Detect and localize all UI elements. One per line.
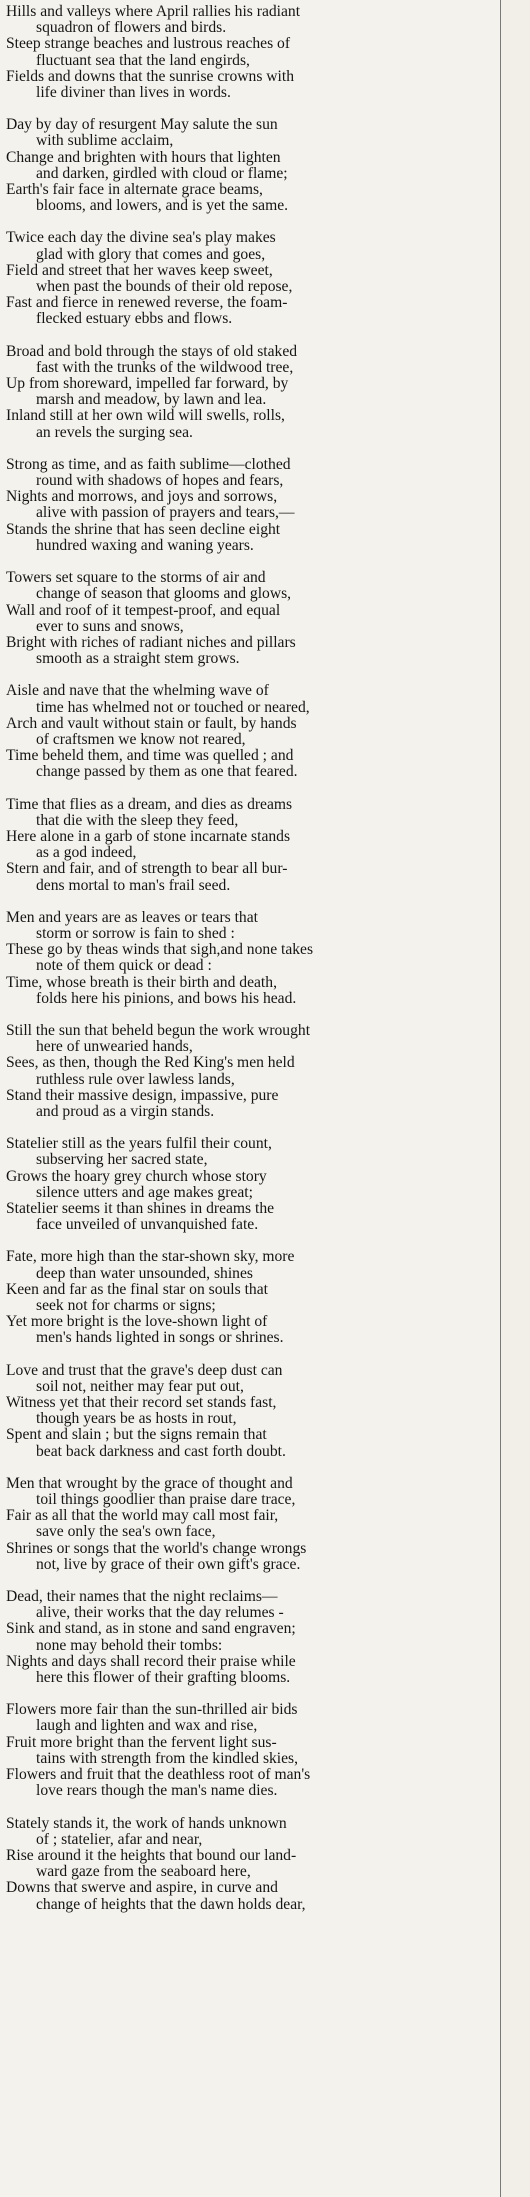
poem-line: Day by day of resurgent May salute the sun	[6, 117, 278, 134]
poem-line: subserving her sacred state,	[36, 1152, 208, 1169]
poem-line: Fruit more bright than the fervent light sus-	[6, 1734, 277, 1751]
stanza	[6, 797, 497, 894]
poem-line: not, live by grace of their own gift's grace.	[36, 1556, 301, 1573]
poem-line: glad with glory that comes and goes,	[36, 246, 266, 263]
poem-line: Inland still at her own wild will swells, rolls,	[6, 408, 285, 425]
poem-line: change of season that glooms and glows,	[36, 586, 292, 603]
poem-line: life diviner than lives in words.	[36, 85, 231, 102]
poem-line: Fields and downs that the sunrise crowns with	[6, 68, 295, 85]
poem-line: alive with passion of prayers and tears,—	[36, 505, 295, 522]
poem-line: Stately stands it, the work of hands unknown	[6, 1815, 287, 1832]
poem-line: Rise around it the heights that bound our land-	[6, 1847, 297, 1864]
poem-line: Here alone in a garb of stone incarnate stands	[6, 828, 291, 845]
stanza	[6, 1136, 497, 1233]
poem-line: Twice each day the divine sea's play makes	[6, 230, 276, 247]
poem-line: of craftsmen we know not reared,	[36, 731, 246, 748]
poem-line: when past the bounds of their old repose,	[36, 279, 293, 296]
stanza	[6, 117, 497, 214]
stanza	[6, 683, 497, 780]
stanza	[6, 910, 497, 1007]
poem-line: alive, their works that the day relumes -	[36, 1605, 284, 1622]
poem-line: Broad and bold through the stays of old staked	[6, 343, 298, 360]
poem-line: tains with strength from the kindled skies,	[36, 1750, 299, 1767]
poem-line: Up from shoreward, impelled far forward, by	[6, 376, 289, 393]
poem-line: Time beheld them, and time was quelled ; and	[6, 748, 294, 765]
poem-line: fast with the trunks of the wildwood tree,	[36, 359, 294, 376]
poem-line: Fate, more high than the star-shown sky, more	[6, 1249, 295, 1266]
poem-line: Arch and vault without stain or fault, by hands	[6, 715, 297, 732]
poem-line: Still the sun that beheld begun the work wrought	[6, 1022, 311, 1039]
poem-line: ever to suns and snows,	[36, 618, 184, 635]
stanza	[6, 230, 497, 327]
poem-line: ruthless rule over lawless lands,	[36, 1071, 235, 1088]
poem-line: seek not for charms or signs;	[36, 1298, 216, 1315]
poem-line: change passed by them as one that feared.	[36, 764, 298, 781]
poem-line: Strong as time, and as faith sublime—clothed	[6, 456, 291, 473]
poem-line: though years be as hosts in rout,	[36, 1411, 237, 1428]
poem-line: Hills and valleys where April rallies his radiant	[6, 4, 301, 20]
poem-line: Flowers and fruit that the deathless root of man's	[6, 1767, 311, 1784]
adjacent-column-edge	[501, 0, 530, 2197]
stanza	[6, 344, 497, 441]
poem-line: ward gaze from the seaboard here,	[36, 1864, 251, 1881]
poem-line: Men and years are as leaves or tears that	[6, 909, 258, 926]
poem-line: soil not, neither may fear put out,	[36, 1378, 244, 1395]
poem-line: dens mortal to man's frail seed.	[36, 877, 231, 894]
poem-line: time has whelmed not or touched or neared,	[36, 699, 310, 716]
poem-line: Witness yet that their record set stands fast,	[6, 1395, 277, 1412]
stanza	[6, 457, 497, 554]
poem-line: Spent and slain ; but the signs remain that	[6, 1427, 267, 1444]
poem-line: toil things goodlier than praise dare trace,	[36, 1492, 296, 1509]
poem-line: as a god indeed,	[36, 845, 137, 862]
stanza	[6, 1816, 497, 1913]
poem-line: deep than water unsounded, shines	[36, 1265, 253, 1282]
stanza	[6, 1023, 497, 1120]
poem-line: Stand their massive design, impassive, pure	[6, 1087, 279, 1104]
stanza	[6, 570, 497, 667]
poem-line: men's hands lighted in songs or shrines.	[36, 1330, 284, 1347]
poem-line: Time, whose breath is their birth and death,	[6, 974, 277, 991]
poem-line: Downs that swerve and aspire, in curve and	[6, 1880, 278, 1897]
poem-line: Time that flies as a dream, and dies as dreams	[6, 796, 293, 813]
poem-line: Aisle and nave that the whelming wave of	[6, 683, 269, 700]
poem-line: storm or sorrow is fain to shed :	[36, 925, 235, 942]
stanza	[6, 1249, 497, 1346]
poem-line: These go by theas winds that sigh,and none takes	[6, 942, 314, 959]
poem-line: folds here his pinions, and bows his head.	[36, 990, 297, 1007]
poem-line: Dead, their names that the night reclaims—	[6, 1589, 278, 1606]
poem-line: Yet more bright is the love-shown light of	[6, 1314, 268, 1331]
poem-line: Sees, as then, though the Red King's men held	[6, 1055, 295, 1072]
poem-line: squadron of flowers and birds.	[36, 20, 227, 37]
poem-line: here of unwearied hands,	[36, 1039, 193, 1056]
poem-line: beat back darkness and cast forth doubt.	[36, 1443, 286, 1460]
poem-line: Keen and far as the final star on souls that	[6, 1281, 268, 1298]
poem-line: silence utters and age makes great;	[36, 1184, 253, 1201]
poem-line: Earth's fair face in alternate grace beams,	[6, 182, 263, 199]
poem-line: Wall and roof of it tempest-proof, and equal	[6, 602, 281, 619]
poem-line: flecked estuary ebbs and flows.	[36, 311, 233, 328]
poem-line: face unveiled of unvanquished fate.	[36, 1217, 259, 1234]
poem-line: an revels the surging sea.	[36, 424, 193, 441]
poem-line: Change and brighten with hours that lighten	[6, 149, 281, 166]
stanza	[6, 1363, 497, 1460]
poem-line: that die with the sleep they feed,	[36, 812, 239, 829]
poem-line: and darken, girdled with cloud or flame;	[36, 165, 288, 182]
poem-line: Grows the hoary grey church whose story	[6, 1168, 267, 1185]
poem-line: blooms, and lowers, and is yet the same.	[36, 198, 289, 215]
poem-line: Nights and days shall record their praise while	[6, 1653, 296, 1670]
poem-line: Nights and morrows, and joys and sorrows,	[6, 489, 278, 506]
poem-line: Steep strange beaches and lustrous reaches of	[6, 36, 291, 53]
poem-line: fluctuant sea that the land engirds,	[36, 52, 250, 69]
poem-line: Love and trust that the grave's deep dust can	[6, 1362, 283, 1379]
poem-line: hundred waxing and waning years.	[36, 537, 254, 554]
poem-line: Fast and fierce in renewed reverse, the foam-	[6, 295, 288, 312]
poem-line: Shrines or songs that the world's change wrongs	[6, 1540, 307, 1557]
poem-line: smooth as a straight stem grows.	[36, 651, 240, 668]
poem-line: laugh and lighten and wax and rise,	[36, 1718, 258, 1735]
poem-line: Flowers more fair than the sun-thrilled air bids	[6, 1702, 298, 1719]
poem-line: Towers set square to the storms of air and	[6, 570, 266, 587]
poem-line: love rears though the man's name dies.	[36, 1783, 278, 1800]
poem-line: marsh and meadow, by lawn and lea.	[36, 392, 267, 409]
poem-line: of ; statelier, afar and near,	[36, 1831, 203, 1848]
poem-line: Statelier still as the years fulfil their count,	[6, 1136, 272, 1153]
poem-line: change of heights that the dawn holds dear,	[36, 1896, 306, 1913]
poem-line: Men that wrought by the grace of thought and	[6, 1475, 293, 1492]
poem-line: here this flower of their grafting blooms.	[36, 1670, 291, 1687]
poem-line: Sink and stand, as in stone and sand engraven;	[6, 1621, 296, 1638]
poem-line: round with shadows of hopes and fears,	[36, 473, 284, 490]
poem-line: Stern and fair, and of strength to bear all bur-	[6, 861, 288, 878]
poem-line: Fair as all that the world may call most fair,	[6, 1508, 279, 1525]
poem-line: note of them quick or dead :	[36, 958, 212, 975]
stanza	[6, 4, 497, 101]
poem-line: with sublime acclaim,	[36, 133, 174, 150]
poem-line: and proud as a virgin stands.	[36, 1103, 215, 1120]
poem-line: Field and street that her waves keep sweet,	[6, 262, 273, 279]
stanza	[6, 1589, 497, 1686]
stanza	[6, 1702, 497, 1799]
poem-line: Stands the shrine that has seen decline eight	[6, 521, 281, 538]
stanza	[6, 1476, 497, 1573]
poem-line: Statelier seems it than shines in dreams the	[6, 1201, 275, 1217]
poem-line: none may behold their tombs:	[36, 1637, 223, 1654]
poem-line: Bright with riches of radiant niches and pillars	[6, 634, 296, 651]
poem-line: save only the sea's own face,	[36, 1524, 216, 1541]
